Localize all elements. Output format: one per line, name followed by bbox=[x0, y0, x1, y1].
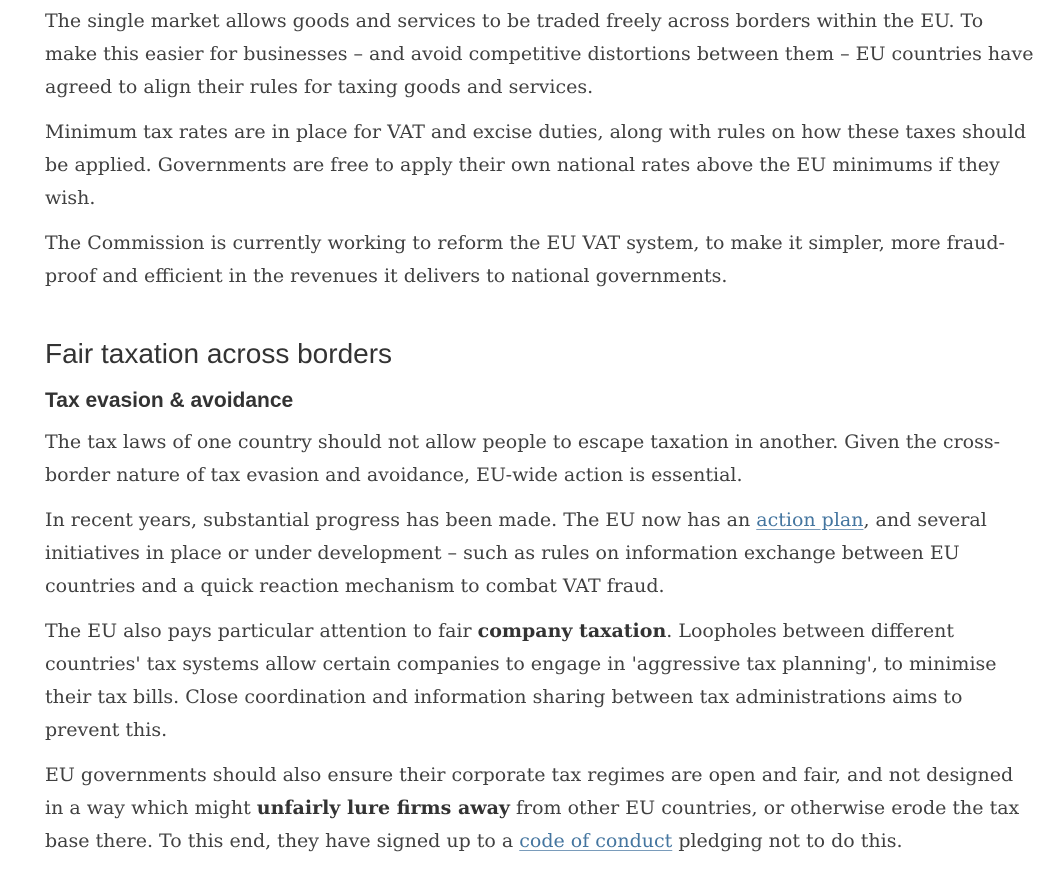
paragraph-progress-after: , and several initiatives in place or under development – such as rules on information exchange between EU countries and a quick reaction mechanism to combat VAT fraud. bbox=[45, 509, 987, 597]
intro-paragraph-single-market bbox=[45, 5, 1035, 104]
paragraph-company-taxation-after: . Loopholes between different countries' tax systems allow certain companies to engage in 'aggressive tax planning', to minimise their tax bills. Close coordination and information sharing between tax administrations aims to prevent this. bbox=[45, 620, 997, 741]
subsection-heading: Tax evasion & avoidance bbox=[45, 389, 294, 412]
paragraph-corporate-regimes bbox=[45, 759, 1035, 858]
company-taxation-bold: company taxation bbox=[477, 620, 667, 642]
paragraph-progress bbox=[45, 504, 1035, 603]
paragraph-corporate-regimes-after: pledging not to do this. bbox=[672, 830, 903, 852]
paragraph-company-taxation-before: The EU also pays particular attention to fair bbox=[45, 620, 478, 642]
paragraph-corporate-regimes-middle: from other EU countries, or otherwise erode the tax base there. To this end, they have signed up to a bbox=[45, 797, 1020, 852]
paragraph-corporate-regimes-before: EU governments should also ensure their corporate tax regimes are open and fair, and not designed in a way which might bbox=[45, 764, 1014, 819]
unfairly-lure-firms-bold: unfairly lure firms away bbox=[256, 797, 510, 819]
intro-paragraph-3-text: The Commission is currently working to reform the EU VAT system, to make it simpler, more fraud-proof and efficient in the revenues it delivers to national governments. bbox=[45, 232, 1005, 287]
section-heading: Fair taxation across borders bbox=[45, 338, 393, 369]
article-body bbox=[45, 5, 1035, 870]
action-plan-link[interactable]: action plan bbox=[756, 509, 864, 531]
intro-paragraph-1-text: The single market allows goods and services to be traded freely across borders within the EU. To make this easier for businesses – and avoid competitive distortions between them – EU countries have agreed to align their rules for taxing goods and services. bbox=[45, 10, 1034, 98]
code-of-conduct-link[interactable]: code of conduct bbox=[519, 830, 673, 852]
intro-paragraph-2-text: Minimum tax rates are in place for VAT and excise duties, along with rules on how these taxes should be applied. Governments are free to apply their own national rates above the EU minimums if they wish. bbox=[45, 121, 1026, 209]
intro-paragraph-minimum-rates bbox=[45, 116, 1035, 215]
intro-paragraph-vat-reform bbox=[45, 227, 1035, 293]
paragraph-progress-before: In recent years, substantial progress has been made. The EU now has an bbox=[45, 509, 757, 531]
paragraph-tax-laws bbox=[45, 426, 1035, 492]
paragraph-tax-laws-text: The tax laws of one country should not allow people to escape taxation in another. Given the cross-border nature of tax evasion and avoidance, EU-wide action is essential. bbox=[45, 431, 1001, 486]
paragraph-company-taxation bbox=[45, 615, 1035, 747]
